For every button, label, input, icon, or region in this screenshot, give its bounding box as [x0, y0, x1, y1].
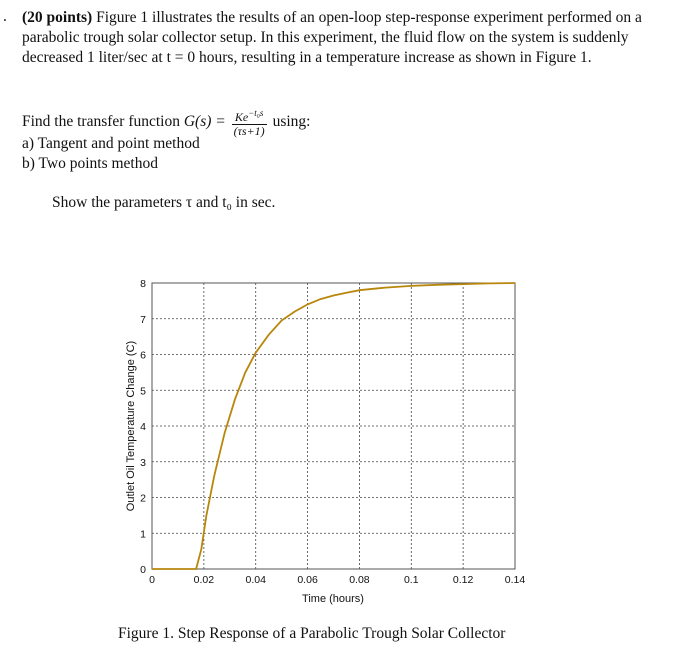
fraction-denominator: (τs+1): [233, 124, 265, 138]
y-tick-label: 4: [140, 421, 146, 433]
numerator-base: Ke: [234, 110, 249, 124]
x-tick-label: 0.1: [403, 574, 419, 586]
x-tick-label: 0.14: [504, 574, 526, 586]
x-tick-label: 0.02: [193, 574, 215, 586]
y-axis-label: Outlet Oil Temperature Change (C): [125, 340, 137, 512]
y-tick-label: 0: [140, 564, 146, 576]
problem-bullet: .: [3, 8, 7, 25]
y-tick-labels: [140, 278, 146, 576]
x-tick-labels: [149, 574, 525, 586]
y-tick-label: 8: [140, 278, 146, 290]
y-tick-label: 3: [140, 456, 146, 469]
y-tick-label: 2: [140, 492, 146, 505]
y-tick-label: 7: [140, 313, 146, 326]
problem-text: Figure 1 illustrates the results of an open-loop step-response experiment performed on a parabolic trough solar collector setup. In this experiment, the fluid flow on the system is suddenly decreased 1 liter/sec at t = 0 hours, resulting in a temperature increase as shown in Figure 1.: [22, 9, 642, 66]
find-suffix: using:: [268, 113, 311, 131]
x-tick-label: 0.08: [349, 574, 370, 586]
method-b: b) Two points method: [22, 155, 158, 172]
find-prefix: Find the transfer function: [22, 113, 184, 131]
x-tick-label: 0: [149, 574, 155, 586]
points-label: (20 points): [22, 9, 93, 26]
grid: [152, 283, 515, 569]
y-tick-label: 6: [140, 349, 146, 362]
y-tick-label: 5: [140, 385, 146, 398]
figure-caption: Figure 1. Step Response of a Parabolic Trough Solar Collector: [118, 625, 506, 642]
x-tick-label: 0.04: [245, 574, 266, 586]
function-name: G(s) =: [183, 113, 230, 131]
x-tick-label: 0.12: [452, 574, 474, 586]
y-tick-label: 1: [140, 528, 146, 541]
method-a: a) Tangent and point method: [22, 135, 200, 152]
x-axis-label: Time (hours): [302, 593, 364, 605]
x-tick-label: 0.06: [297, 574, 318, 586]
show-parameters: Show the parameters τ and t₀ in sec.: [52, 194, 276, 211]
numerator-exponent: −t₀s: [248, 108, 264, 118]
